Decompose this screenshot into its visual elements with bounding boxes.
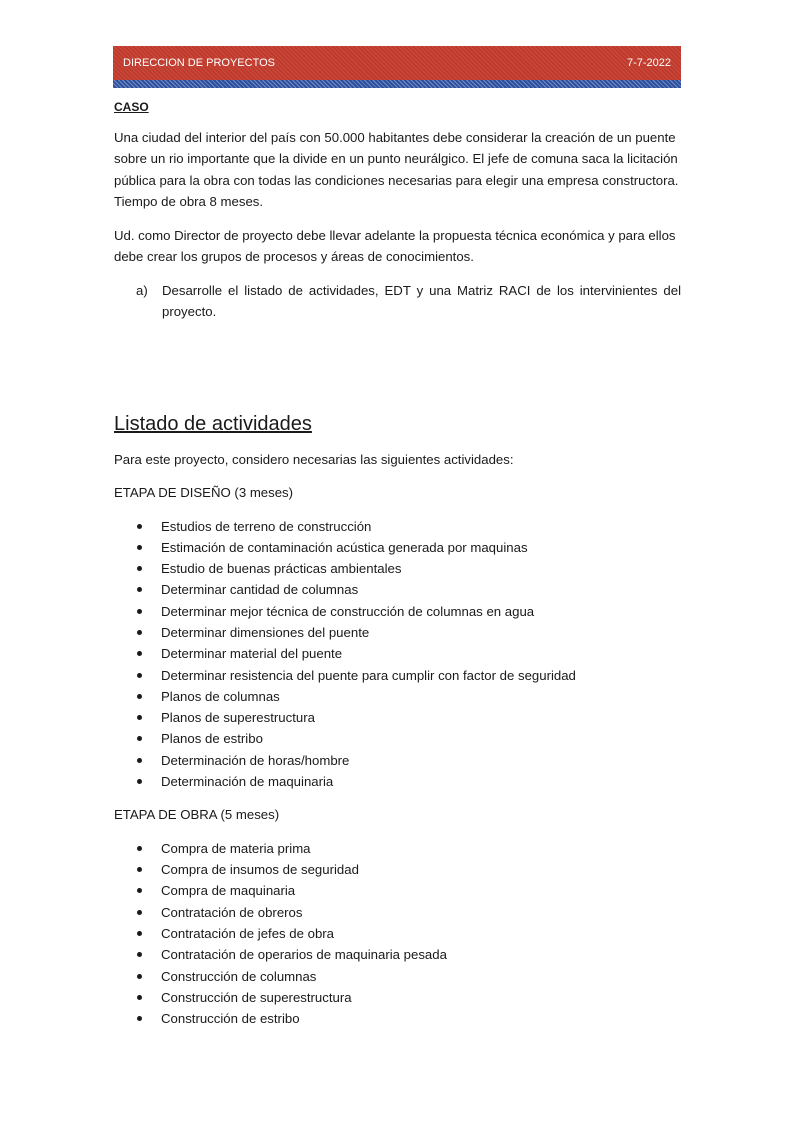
list-item: Construcción de superestructura [114,987,681,1008]
list-item: Construcción de columnas [114,966,681,987]
list-item: Compra de materia prima [114,838,681,859]
list-item: Contratación de operarios de maquinaria pesada [114,944,681,965]
list-item: Compra de insumos de seguridad [114,859,681,880]
stage-construction-title: ETAPA DE OBRA (5 meses) [114,807,280,823]
list-item: Determinar dimensiones del puente [114,622,681,643]
list-item: Determinar resistencia del puente para cumplir con factor de seguridad [114,665,681,686]
stage-design-title: ETAPA DE DISEÑO (3 meses) [114,485,294,500]
list-item: Planos de estribo [114,728,681,749]
header-date: 7-7-2022 [626,57,671,69]
list-item: Planos de columnas [114,686,681,707]
task-item-marker: a) [136,282,148,298]
header-title: DIRECCION DE PROYECTOS [123,57,275,69]
list-item: Compra de maquinaria [114,880,681,901]
caso-paragraph-2: Ud. como Director de proyecto debe llevar adelante la propuesta técnica económica y para ellos debe crear los grupos de procesos y áreas de conocimientos. [114,227,676,264]
list-item: Determinación de horas/hombre [114,750,681,771]
list-item: Determinar material del puente [114,643,681,664]
list-item: Estimación de contaminación acústica generada por maquinas [114,537,681,558]
task-item-a [136,280,681,323]
list-item: Estudio de buenas prácticas ambientales [114,558,681,579]
stage-design-list [114,516,681,793]
list-item: Contratación de obreros [114,902,681,923]
list-item: Determinar cantidad de columnas [114,579,681,600]
caso-paragraph-1: Una ciudad del interior del país con 50.000 habitantes debe considerar la creación de un puente sobre un rio importante que la divide en un punto neurálgico. El jefe de comuna saca la licitación pública para la obra con todas las condiciones necesarias para elegir una empresa constructora. Tiempo de obra 8 meses. [114,129,679,209]
section-intro: Para este proyecto, considero necesarias las siguientes actividades: [114,451,514,467]
page-header [113,46,681,80]
list-item: Planos de superestructura [114,707,681,728]
document-body [114,97,681,1042]
list-item: Determinar mejor técnica de construcción de columnas en agua [114,601,681,622]
caso-heading: CASO [114,100,149,114]
stage-construction-list [114,838,681,1030]
list-item: Determinación de maquinaria [114,771,681,792]
task-item-text: Desarrolle el listado de actividades, EDT y una Matriz RACI de los intervinientes del proyecto. [162,282,681,319]
list-item: Contratación de jefes de obra [114,923,681,944]
list-item: Estudios de terreno de construcción [114,516,681,537]
header-stripe [113,80,681,88]
list-item: Construcción de estribo [114,1008,681,1029]
section-title: Listado de actividades [114,412,312,435]
